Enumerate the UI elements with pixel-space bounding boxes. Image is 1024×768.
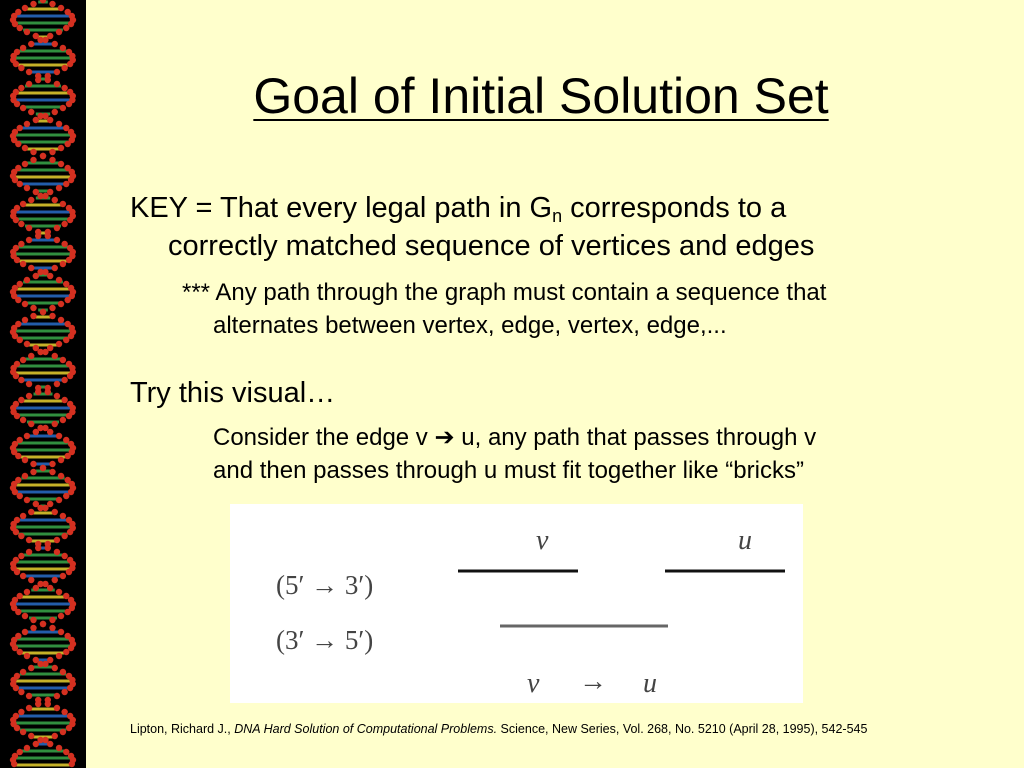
figure-bottom-u: u: [643, 668, 657, 699]
dna-strand-bead: [24, 497, 30, 503]
dna-strand-bead: [58, 5, 64, 11]
visual-desc-line-2: and then passes through u must fit together like “bricks”: [213, 457, 804, 484]
dna-strand-bead: [60, 729, 66, 735]
dna-strand-bead: [52, 265, 58, 271]
dna-strand-bead: [22, 613, 28, 619]
figure-row-1-label: (5′ → 3′): [276, 570, 374, 600]
dna-strand-bead: [47, 429, 53, 435]
dna-strand-bead: [58, 317, 64, 323]
dna-strand-bead: [58, 629, 64, 635]
dna-strand-bead: [18, 397, 24, 403]
dna-strand-bead: [26, 393, 32, 399]
dna-helix-decoration: [0, 0, 86, 768]
dna-strand-bead: [60, 513, 66, 519]
dna-strand-bead: [56, 433, 62, 439]
dna-strand-bead: [66, 413, 72, 419]
dna-strand-bead: [30, 469, 36, 475]
dna-strand-bead: [22, 317, 28, 323]
dna-strand-bead: [54, 393, 60, 399]
dna-strand-bead: [26, 81, 32, 87]
dna-strand-bead: [54, 549, 60, 555]
dna-strand-bead: [60, 105, 66, 111]
dna-strand-bead: [20, 201, 26, 207]
dna-strand-bead: [40, 621, 46, 627]
dna-strand-bead: [28, 109, 34, 115]
dna-strand-bead: [17, 181, 23, 187]
dna-strand-bead: [30, 149, 36, 155]
dna-strand-bead: [24, 341, 30, 347]
dna-strand-bead: [15, 297, 21, 303]
dna-strand-bead: [20, 417, 26, 423]
dna-strand-bead: [64, 453, 70, 459]
dna-helix-image: [0, 0, 86, 768]
dna-strand-bead: [45, 77, 51, 83]
dna-strand-bead: [18, 689, 24, 695]
note-line-1: *** Any path through the graph must contain a sequence that: [182, 279, 827, 306]
dna-strand-bead: [54, 705, 60, 711]
dna-strand-bead: [24, 277, 30, 283]
dna-strand-bead: [14, 725, 20, 731]
dna-strand-bead: [13, 373, 19, 379]
dna-strand-bead: [24, 121, 30, 127]
dna-strand-bead: [67, 529, 73, 535]
dna-strand-bead: [18, 709, 24, 715]
dna-strand-bead: [45, 389, 51, 395]
dna-strand-bead: [26, 225, 32, 231]
dna-strand-bead: [35, 545, 41, 551]
dna-strand-bead: [52, 41, 58, 47]
dna-strand-bead: [28, 509, 34, 515]
dna-strand-bead: [22, 161, 28, 167]
dna-strand-bead: [14, 101, 20, 107]
dna-strand-bead: [30, 461, 36, 467]
dna-strand-bead: [42, 505, 48, 511]
dna-strand-bead: [30, 157, 36, 163]
dna-strand-bead: [63, 649, 69, 655]
dna-strand-bead: [63, 493, 69, 499]
dna-strand-bead: [13, 217, 19, 223]
dna-strand-bead: [20, 45, 26, 51]
dna-strand-bead: [28, 665, 34, 671]
dna-strand-bead: [26, 537, 32, 543]
dna-strand-bead: [30, 313, 36, 319]
dna-strand-bead: [54, 69, 60, 75]
dna-strand-bead: [49, 305, 55, 311]
dna-strand-bead: [66, 257, 72, 263]
dna-strand-bead: [18, 553, 24, 559]
figure-label-v: ν: [536, 525, 549, 556]
dna-strand-bead: [30, 625, 36, 631]
dna-strand-bead: [61, 689, 67, 695]
dna-strand-bead: [42, 193, 48, 199]
dna-strand-bead: [67, 373, 73, 379]
dna-strand-bead: [60, 261, 66, 267]
dna-strand-bead: [24, 29, 30, 35]
dna-strand-bead: [52, 509, 58, 515]
dna-strand-bead: [35, 233, 41, 239]
dna-strand-bead: [54, 693, 60, 699]
dna-strand-bead: [56, 185, 62, 191]
dna-strand-bead: [14, 413, 20, 419]
dna-strand-bead: [42, 661, 48, 667]
dna-strand-bead: [60, 669, 66, 675]
dna-strand-bead: [42, 349, 48, 355]
dna-strand-bead: [63, 25, 69, 31]
dna-strand-bead: [22, 457, 28, 463]
dna-strand-bead: [28, 577, 34, 583]
dna-strand-bead: [20, 357, 26, 363]
dna-strand-bead: [33, 429, 39, 435]
dna-strand-bead: [14, 569, 20, 575]
dna-strand-bead: [64, 297, 70, 303]
dna-strand-bead: [24, 589, 30, 595]
dna-strand-bead: [17, 337, 23, 343]
dna-strand-bead: [61, 533, 67, 539]
dna-strand-bead: [28, 265, 34, 271]
dna-strand-bead: [26, 381, 32, 387]
dna-strand-bead: [24, 653, 30, 659]
dna-strand-bead: [11, 761, 17, 767]
dna-strand-bead: [42, 37, 48, 43]
dna-strand-bead: [24, 745, 30, 751]
dna-strand-bead: [61, 377, 67, 383]
figure-label-u: u: [738, 525, 752, 556]
dna-strand-bead: [67, 217, 73, 223]
dna-strand-bead: [28, 353, 34, 359]
dna-strand-bead: [69, 761, 75, 767]
note-line-2: alternates between vertex, edge, vertex, edge,...: [213, 312, 727, 339]
dna-strand-bead: [18, 377, 24, 383]
dna-strand-bead: [20, 261, 26, 267]
figure-row-2-label: (3′ → 5′): [276, 625, 374, 655]
slide-title: Goal of Initial Solution Set: [253, 68, 829, 124]
dna-strand-bead: [17, 25, 23, 31]
dna-strand-bead: [45, 701, 51, 707]
dna-strand-bead: [52, 353, 58, 359]
dna-strand-bead: [56, 29, 62, 35]
dna-strand-bead: [35, 701, 41, 707]
dna-strand-bead: [61, 553, 67, 559]
dna-strand-bead: [14, 257, 20, 263]
dna-strand-bead: [30, 1, 36, 7]
dna-strand-bead: [20, 105, 26, 111]
dna-strand-bead: [61, 221, 67, 227]
dna-strand-bead: [26, 705, 32, 711]
dna-strand-bead: [54, 237, 60, 243]
key-bullet: [130, 189, 950, 265]
bricks-diagram: [230, 504, 803, 703]
dna-strand-bead: [58, 473, 64, 479]
dna-strand-bead: [35, 77, 41, 83]
dna-strand-bead: [30, 617, 36, 623]
dna-strand-bead: [18, 85, 24, 91]
dna-strand-bead: [45, 545, 51, 551]
key-text-continuation: correctly matched sequence of vertices and edges: [168, 230, 815, 262]
citation-author: Lipton, Richard J.,: [130, 722, 235, 736]
dna-strand-bead: [18, 221, 24, 227]
dna-strand-bead: [61, 397, 67, 403]
dna-strand-bead: [18, 65, 24, 71]
dna-strand-bead: [56, 341, 62, 347]
dna-strand-bead: [64, 141, 70, 147]
dna-strand-bead: [49, 469, 55, 475]
note-subbullet: [182, 276, 962, 342]
dna-strand-bead: [61, 65, 67, 71]
figure-bottom-arrow: →: [579, 666, 607, 697]
dna-strand-bead: [22, 629, 28, 635]
dna-strand-bead: [33, 117, 39, 123]
dna-strand-bead: [52, 197, 58, 203]
arrow-icon: ➔: [434, 424, 455, 451]
dna-strand-bead: [28, 733, 34, 739]
dna-strand-bead: [60, 573, 66, 579]
dna-strand-bead: [15, 141, 21, 147]
dna-strand-bead: [24, 185, 30, 191]
dna-strand-bead: [60, 201, 66, 207]
dna-strand-bead: [56, 653, 62, 659]
dna-strand-bead: [61, 85, 67, 91]
dna-strand-bead: [13, 685, 19, 691]
dna-strand-bead: [26, 549, 32, 555]
visual-heading: Try this visual…: [130, 377, 336, 409]
dna-strand-bead: [33, 585, 39, 591]
dna-strand-bead: [56, 745, 62, 751]
dna-strand-bead: [54, 381, 60, 387]
dna-strand-bead: [18, 241, 24, 247]
dna-strand-bead: [58, 145, 64, 151]
dna-strand-bead: [58, 301, 64, 307]
dna-strand-bead: [56, 497, 62, 503]
dna-strand-bead: [13, 61, 19, 67]
dna-strand-bead: [49, 1, 55, 7]
dna-strand-bead: [15, 453, 21, 459]
dna-strand-bead: [47, 273, 53, 279]
dna-strand-bead: [40, 465, 46, 471]
citation: [130, 721, 867, 737]
dna-strand-bead: [56, 121, 62, 127]
dna-strand-bead: [33, 273, 39, 279]
dna-strand-bead: [49, 313, 55, 319]
key-text-prefix: KEY = That every legal path in G: [130, 192, 553, 224]
dna-strand-bead: [22, 5, 28, 11]
dna-strand-bead: [26, 237, 32, 243]
dna-strand-bead: [66, 725, 72, 731]
dna-strand-bead: [54, 81, 60, 87]
dna-strand-bead: [45, 233, 51, 239]
dna-strand-bead: [20, 573, 26, 579]
dna-strand-bead: [18, 533, 24, 539]
dna-strand-bead: [30, 305, 36, 311]
dna-strand-bead: [60, 417, 66, 423]
dna-strand-bead: [35, 389, 41, 395]
figure-bottom-v: ν: [527, 668, 540, 699]
dna-strand-bead: [52, 665, 58, 671]
dna-strand-bead: [13, 529, 19, 535]
dna-strand-bead: [60, 45, 66, 51]
dna-strand-bead: [28, 421, 34, 427]
dna-strand-bead: [49, 617, 55, 623]
key-text-suffix: corresponds to a: [562, 192, 787, 224]
dna-strand-bead: [54, 225, 60, 231]
dna-strand-bead: [66, 569, 72, 575]
dna-strand-bead: [20, 729, 26, 735]
dna-strand-bead: [58, 613, 64, 619]
dna-strand-bead: [49, 149, 55, 155]
dna-strand-bead: [67, 61, 73, 67]
dna-strand-bead: [66, 101, 72, 107]
dna-strand-bead: [47, 585, 53, 591]
dna-strand-bead: [17, 649, 23, 655]
visual-description: [213, 421, 973, 487]
dna-strand-bead: [49, 461, 55, 467]
dna-strand-bead: [28, 197, 34, 203]
visual-desc-before: Consider the edge v: [213, 424, 435, 451]
dna-strand-bead: [20, 513, 26, 519]
dna-strand-bead: [15, 609, 21, 615]
citation-title: DNA Hard Solution of Computational Problems.: [234, 722, 498, 736]
dna-strand-bead: [28, 41, 34, 47]
bricks-figure: [230, 504, 803, 703]
dna-strand-bead: [47, 117, 53, 123]
dna-strand-bead: [52, 733, 58, 739]
dna-strand-bead: [64, 609, 70, 615]
dna-strand-bead: [61, 241, 67, 247]
dna-strand-bead: [52, 109, 58, 115]
dna-strand-bead: [26, 69, 32, 75]
dna-strand-bead: [63, 181, 69, 187]
dna-strand-bead: [58, 457, 64, 463]
dna-strand-bead: [49, 157, 55, 163]
key-subscript: n: [552, 206, 563, 226]
dna-strand-bead: [49, 625, 55, 631]
citation-rest: Science, New Series, Vol. 268, No. 5210 (April 28, 1995), 542-545: [497, 722, 868, 736]
dna-strand-bead: [22, 473, 28, 479]
dna-strand-bead: [60, 357, 66, 363]
visual-desc-after: u, any path that passes through v: [454, 424, 817, 451]
dna-strand-bead: [24, 433, 30, 439]
dna-strand-bead: [17, 493, 23, 499]
dna-strand-bead: [56, 277, 62, 283]
dna-strand-bead: [22, 145, 28, 151]
dna-strand-bead: [56, 589, 62, 595]
dna-strand-bead: [47, 741, 53, 747]
dna-strand-bead: [40, 153, 46, 159]
dna-strand-bead: [63, 337, 69, 343]
dna-strand-bead: [52, 577, 58, 583]
dna-strand-bead: [61, 709, 67, 715]
dna-strand-bead: [58, 161, 64, 167]
dna-strand-bead: [54, 537, 60, 543]
dna-strand-bead: [67, 685, 73, 691]
dna-strand-bead: [33, 741, 39, 747]
dna-strand-bead: [52, 421, 58, 427]
dna-strand-bead: [40, 309, 46, 315]
dna-strand-bead: [26, 693, 32, 699]
dna-strand-bead: [22, 301, 28, 307]
dna-strand-bead: [20, 669, 26, 675]
